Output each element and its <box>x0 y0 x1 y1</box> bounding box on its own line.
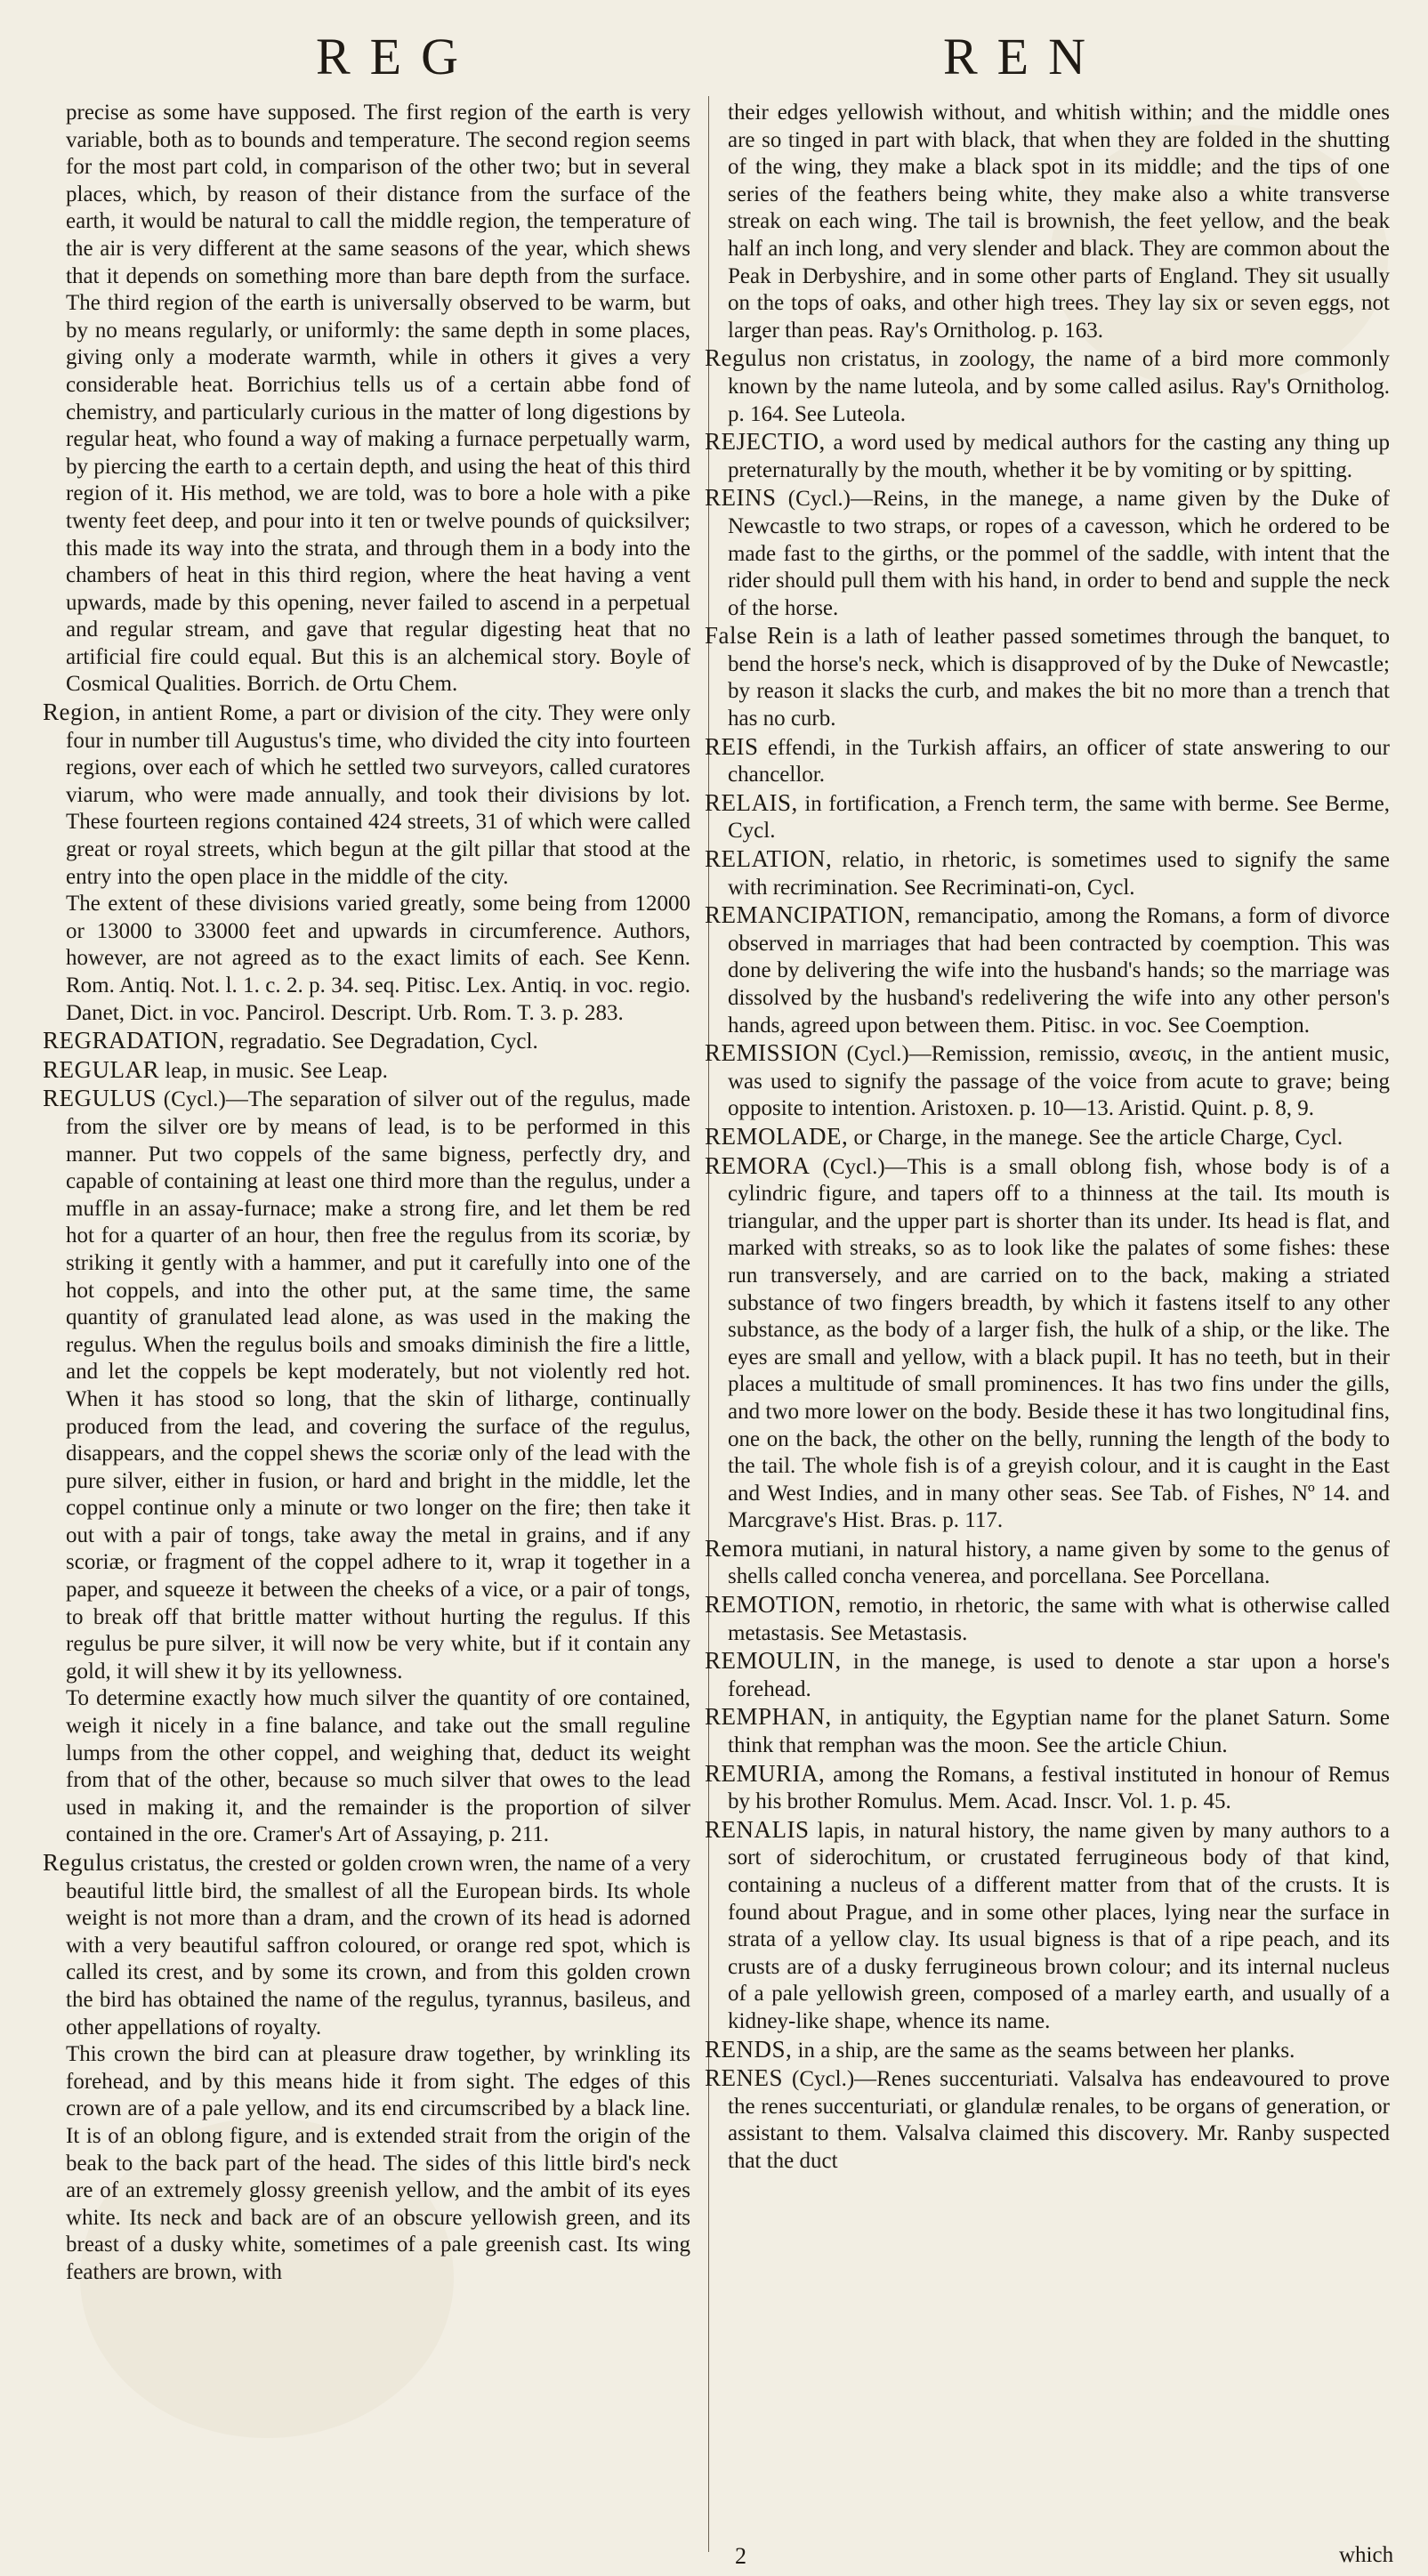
entry-headword: Regulus <box>43 1849 125 1876</box>
entry-headword: RENES <box>705 2064 784 2092</box>
dictionary-entry <box>705 901 1390 1039</box>
entry-text: lapis, in natural history, the name given by many authors to a sort of siderochitum, or crustated ferrugineous body of that kind, containing a nucleus of a different matter from that of the crusts. It is found about Prague, and in some other places, lying near the surface in strata of a yellow clay. Its usual bigness is that of a ripe peach, and its crusts are of a dusky ferrugineous brown colour; and its internal nucleus of a pale yellowish green, composed of a marley earth, and usually of a kidney-like shape, whence its name. <box>728 1818 1390 2033</box>
entry-headword: False Rein <box>705 622 815 650</box>
entry-paragraph <box>43 100 690 699</box>
entry-headword: REMOULIN, <box>705 1647 842 1675</box>
entry-headword: Regulus <box>705 344 787 372</box>
entry-paragraph <box>43 2041 690 2286</box>
entry-headword: REMOLADE, <box>705 1122 849 1150</box>
dictionary-entry <box>705 2064 1390 2175</box>
entry-headword: REGULUS <box>43 1085 157 1112</box>
entry-paragraph <box>43 891 690 1027</box>
dictionary-entry <box>43 699 690 891</box>
entry-text: in a ship, are the same as the seams between her planks. <box>792 2038 1295 2063</box>
dictionary-entry <box>705 428 1390 484</box>
entry-text: remancipatio, among the Romans, a form of divorce observed in marriages that had been contracted by coemption. This was done by delivering the wife into the husband's hands; so the marriage was dissolved by the husband's redelivering the wife into any other person's hands, agreed upon between them. Pitisc. in voc. See Coemption. <box>728 904 1390 1038</box>
dictionary-entry <box>705 1152 1390 1535</box>
entry-text: a word used by medical authors for the casting any thing up preternaturally by the mouth, whether it be by vomiting or by spitting. <box>728 431 1390 482</box>
catchword: which <box>1339 2543 1394 2567</box>
entry-headword: REGRADATION, <box>43 1027 225 1054</box>
entry-text: in the manege, is used to denote a star upon a horse's forehead. <box>728 1650 1390 1701</box>
entry-headword: REJECTIO, <box>705 428 826 456</box>
entry-headword: RENALIS <box>705 1815 810 1843</box>
dictionary-entry <box>705 1703 1390 1759</box>
entry-text: in antient Rome, a part or division of the city. They were only four in number till Augustus's time, who divided the city into fourteen regions, over each of which he settled two surveyors, called curatores viarum, who were made annually, and took their divisions by lot. These fourteen regions contained 424 streets, 31 of which were called great or royal streets, which begun at the gilt pillar that stood at the entry into the open place in the middle of the city. <box>66 701 690 889</box>
dictionary-entry <box>705 1760 1390 1816</box>
dictionary-entry <box>705 2036 1390 2065</box>
entry-paragraph <box>705 100 1390 344</box>
entry-text: in antiquity, the Egyptian name for the planet Saturn. Some think that remphan was the moon. See the article Chiun. <box>728 1706 1390 1758</box>
page-number: 2 <box>735 2543 746 2569</box>
dictionary-entry <box>705 1591 1390 1647</box>
entry-text: leap, in music. See Leap. <box>159 1058 388 1083</box>
dictionary-entry <box>705 622 1390 732</box>
entry-paragraph <box>43 1685 690 1849</box>
entry-text: effendi, in the Turkish affairs, an officer of state answering to our chancellor. <box>728 735 1390 787</box>
entry-headword: REMORA <box>705 1151 811 1179</box>
dictionary-entry <box>705 1123 1390 1152</box>
dictionary-entry <box>43 1849 690 2041</box>
entry-headword: REMANCIPATION, <box>705 901 911 929</box>
entry-headword: RELAIS, <box>705 788 798 816</box>
entry-text: cristatus, the crested or golden crown wren, the name of a very beautiful little bird, the smallest of all the European birds. Its whole weight is not more than a dram, and the crown of its head is adorned with a very beautiful saffron coloured, or orange red spot, which is called its crest, and by some its crown, and from this golden crown the bird has obtained the name of the regulus, tyrannus, basileus, and other appellations of royalty. <box>66 1852 690 2039</box>
dictionary-entry <box>43 1027 690 1056</box>
dictionary-entry <box>43 1085 690 1685</box>
dictionary-entry <box>705 484 1390 622</box>
entry-text: The extent of these divisions varied greatly, some being from 12000 or 13000 to 33000 feet and upwards in circumference. Authors, however, are not agreed as to the exact limits of each. See Kenn. Rom. Antiq. Not. l. 1. c. 2. p. 34. seq. Pitisc. Lex. Antiq. in voc. regio. Danet, Dict. in voc. Pancirol. Descript. Urb. Rom. T. 3. p. 283. <box>66 892 690 1025</box>
dictionary-entry <box>705 1647 1390 1703</box>
dictionary-entry <box>705 845 1390 901</box>
entry-headword: REMPHAN, <box>705 1703 832 1731</box>
entry-text: To determine exactly how much silver the quantity of ore contained, weigh it nicely in a fine balance, and take out the small reguline lumps from the other coppel, and weighing that, deduct its weight from that of the other, because so much silver that owes to the lead used in making it, and the remainder is the proportion of silver contained in the ore. Cramer's Art of Assaying, p. 211. <box>66 1686 690 1847</box>
left-column <box>43 100 690 2287</box>
dictionary-entry <box>705 344 1390 428</box>
entry-text: (Cycl.)—Reins, in the manege, a name given by the Duke of Newcastle to two straps, or ropes of a cavesson, which he ordered to be made fast to the girths, or the pommel of the saddle, with intent that the rider should pull them with his hand, in order to bend and supple the neck of the horse. <box>728 487 1390 620</box>
dictionary-entry <box>705 1039 1390 1123</box>
entry-headword: REMOTION, <box>705 1591 842 1619</box>
entry-headword: Remora <box>705 1534 784 1562</box>
entry-headword: RENDS, <box>705 2035 793 2063</box>
entry-text: (Cycl.)—Remission, remissio, ανεσις, in the antient music, was used to signify the passage of the voice from acute to grave; being opposite to intention. Aristoxen. p. 10—13. Aristid. Quint. p. 8, 9. <box>728 1042 1390 1121</box>
entry-text: remotio, in rhetoric, the same with what is otherwise called metastasis. See Metastasis. <box>728 1594 1390 1645</box>
entry-headword: REIS <box>705 732 759 760</box>
entry-text: their edges yellowish without, and whitish within; and the middle ones are so tinged in part with black, that when they are folded in the shutting of the wing, they make a black spot in its middle; and the tips of one series of the feathers being white, they make also a white transverse streak on each wing. The tail is brownish, the feet yellow, and the beak half an inch long, and very slender and black. They are common about the Peak in Derbyshire, and in some other parts of England. They sit usually on the tops of oaks, and other high trees. They lay six or seven eggs, not larger than peas. Ray's Ornitholog. p. 163. <box>728 101 1390 343</box>
entry-text: or Charge, in the manege. See the article Charge, Cycl. <box>848 1125 1343 1150</box>
entry-text: (Cycl.)—This is a small oblong fish, whose body is of a cylindric figure, and tapers off to a thinness at the tail. Its mouth is triangular, and the upper part is shorter than its under. Its head is flat, and marked with streaks, so as to look like the palates of some fishes: these run transversely, and are carried on to the back, making a striated substance of two fingers breadth, by which it fastens itself to any other substance, as the body of a larger fish, the hulk of a ship, or the like. The eyes are small and yellow, with a black pupil. It has no teeth, but in their places a multitude of small prominences. It has two fins under the gills, and two more lower on the body. Beside these it has two longitudinal fins, one on the back, the other on the belly, running the length of the body to the tail. The whole fish is of a greyish colour, and it is caught in the East and West Indies, and in many other seas. See Tab. of Fishes, Nº 14. and Marcgrave's Hist. Bras. p. 117. <box>728 1154 1390 1533</box>
entry-text: in fortification, a French term, the same with berme. See Berme, Cycl. <box>728 791 1390 844</box>
entry-headword: REINS <box>705 484 777 512</box>
entry-text: non cristatus, in zoology, the name of a bird more commonly known by the name luteola, and by some called asilus. Ray's Ornitholog. p. 164. See Luteola. <box>728 347 1390 426</box>
entry-text: mutiani, in natural history, a name given by some to the genus of shells called concha venerea, and porcellana. See Porcellana. <box>728 1537 1390 1589</box>
entry-headword: REMURIA, <box>705 1759 826 1787</box>
dictionary-entry <box>705 733 1390 789</box>
entry-headword: Region, <box>43 699 122 726</box>
entry-headword: REGULAR <box>43 1055 159 1083</box>
entry-headword: REMISSION <box>705 1039 839 1067</box>
entry-text: precise as some have supposed. The first region of the earth is very variable, both as to bounds and temperature. The second region seems for the most part cold, in comparison of the other two; but in several places, which, by reason of their distance from the surface of the earth, it would be natural to call the middle region, the temperature of the air is very different at the same seasons of the year, which shews that it depends on something more than bare depth from the surface. The third region of the earth is universally observed to be warm, but by no means regularly, or uniformly: the same depth in some places, giving only a moderate warmth, while in others it gives a very considerable heat. Borrichius tells us of a certain abbe fond of chemistry, and particularly curious in the matter of long digestions by regular heat, who found a way of making a furnace perpetually warm, by piercing the earth to a certain depth, and using the heat of this third region of it. His method, we are told, was to bore a hole with a pike twenty feet deep, and pour into it ten or twelve pounds of quicksilver; this made its way into the strata, and through them in a body into the chambers of heat in this third region, where the heat having a vent upwards, made by this opening, never failed to ascend in a perpetual and regular stream, and gave that regular digesting heat that no artificial fire could equal. But this is an alchemical story. Boyle of Cosmical Qualities. Borrich. de Ortu Chem. <box>66 101 690 697</box>
entry-text: relatio, in rhetoric, is sometimes used to signify the same with recrimination. See Recriminati-on, Cycl. <box>728 848 1390 900</box>
entry-text: This crown the bird can at pleasure draw together, by wrinkling its forehead, and by this means hide it from sight. The edges of this crown are of a pale yellow, and its end circumscribed by a black line. It is of an oblong figure, and is extended strait from the origin of the beak to the back part of the head. The sides of this little bird's neck are of an extremely glossy greenish yellow, and the ambit of its eyes white. Its neck and back are of an obscure yellowish green, and its breast of a dusky white, sometimes of a pale greenish cast. Its wing feathers are brown, with <box>66 2042 690 2284</box>
entry-text: regradatio. See Degradation, Cycl. <box>224 1030 538 1054</box>
dictionary-entry <box>705 1816 1390 2036</box>
entry-text: (Cycl.)—The separation of silver out of the regulus, made from the silver ore by means of lead, is to be performed in this manner. Put two coppels of the same bigness, perfectly dry, and capable of containing at least one third more than the regulus, under a muffle in an assay-furnace; make a strong fire, and let them be red hot for a quarter of an hour, then free the regulus from its scoriæ, by striking it gently with a hammer, and put it carefully into one of the hot coppels, and into the other put, at the same time, the same quantity of granulated lead alone, as was used in the making the regulus. When the regulus boils and smoaks diminish the fire a little, and let the coppels be kept moderately, but not violently red hot. When it has stood so long, that the skin of litharge, continually produced from the lead, and covering the surface of the regulus, disappears, and the coppel shews the scoriæ only of the lead with the pure silver, either in fusion, or hard and bright in the middle, let the coppel continue only a minute or two longer on the fire; then take it out with a pair of tongs, take away the metal in grains, and if any scoriæ, or fragment of the coppel adhere to it, wrap it together in a paper, and squeeze it between the cheeks of a vice, or a pair of tongs, to break off that brittle matter without hurting the regulus. If this regulus be pure silver, it will now be very white, but if it contain any gold, it will shew it by its yellowness. <box>66 1087 690 1684</box>
entry-text: among the Romans, a festival instituted in honour of Remus by his brother Romulus. Mem. Acad. Inscr. Vol. 1. p. 45. <box>728 1762 1390 1814</box>
running-head-right: REN <box>943 28 1105 85</box>
running-head-left: REG <box>316 28 478 85</box>
right-column <box>705 100 1390 2176</box>
entry-text: is a lath of leather passed sometimes through the banquet, to bend the horse's neck, which is disapproved of by the Duke of Newcastle; by reason it slacks the curb, and makes the bit no more than a trench that has no curb. <box>728 625 1390 731</box>
dictionary-entry <box>705 789 1390 845</box>
dictionary-entry <box>43 1056 690 1086</box>
dictionary-entry <box>705 1535 1390 1591</box>
entry-text: (Cycl.)—Renes succenturiati. Valsalva has endeavoured to prove the renes succenturiati, or glandulæ renales, to be organs of generation, or assistant to them. Valsalva claimed this discovery. Mr. Ranby suspected that the duct <box>728 2067 1390 2173</box>
entry-headword: RELATION, <box>705 845 833 873</box>
